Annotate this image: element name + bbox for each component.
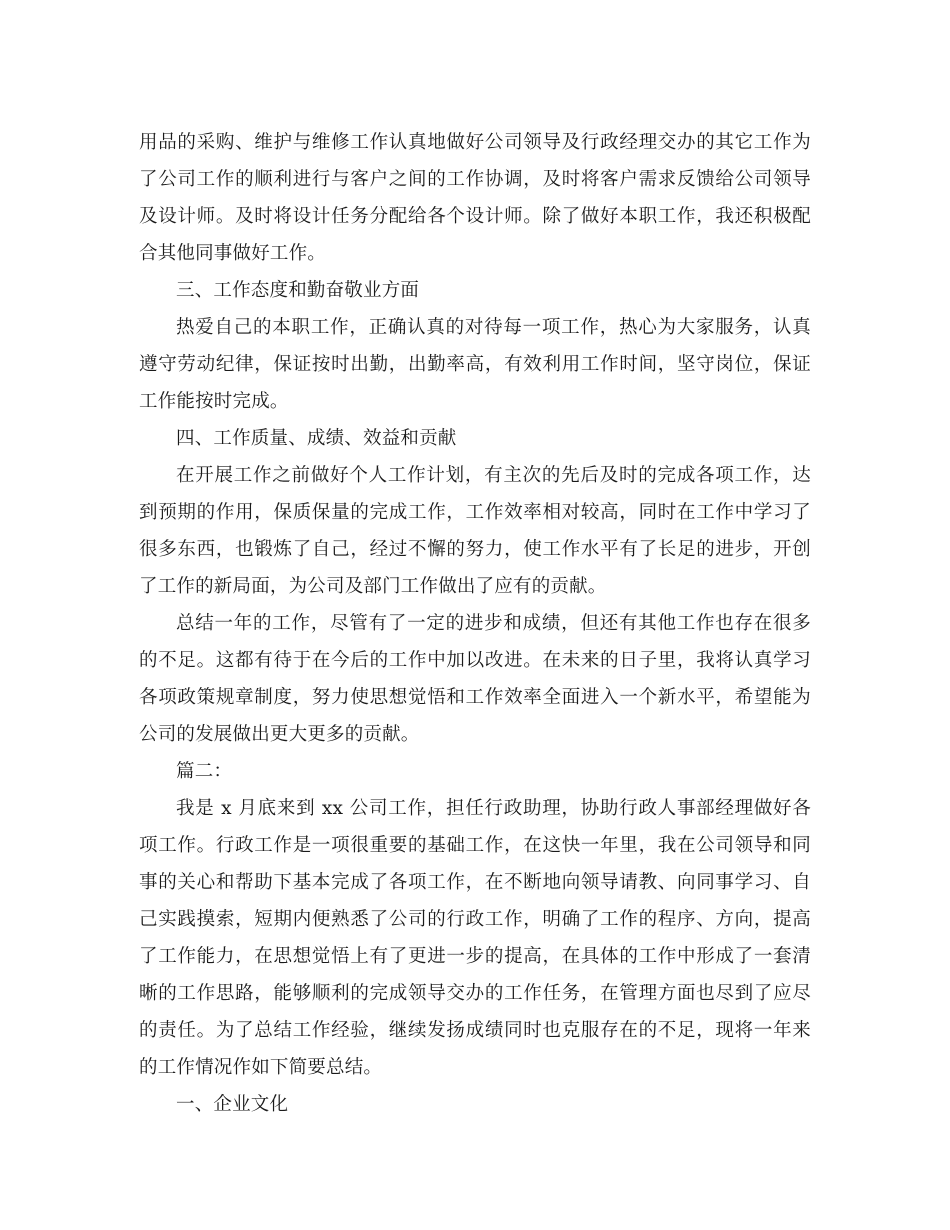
section-heading-attitude: 三、工作态度和勤奋敬业方面 xyxy=(176,280,420,301)
section-heading-part-two: 篇二： xyxy=(176,761,233,782)
paragraph-year-summary: 总结一年的工作，尽管有了一定的进步和成绩，但还有其他工作也存在很多的不足。这都有待于在今后的工作中加以改进。在未来的日子里，我将认真学习各项政策规章制度，努力使思想觉悟和工作效率全面进入一个新水平，希望能为公司的发展做出更大更多的贡献。 xyxy=(139,613,811,745)
paragraph-attitude: 热爱自己的本职工作，正确认真的对待每一项工作，热心为大家服务，认真遵守劳动纪律，保证按时出勤，出勤率高，有效利用工作时间，坚守岗位，保证工作能按时完成。 xyxy=(139,317,811,412)
paragraph-quality: 在开展工作之前做好个人工作计划，有主次的先后及时的完成各项工作，达到预期的作用，保质保量的完成工作，工作效率相对较高，同时在工作中学习了很多东西，也锻炼了自己，经过不懈的努力，使工作水平有了长足的进步，开创了工作的新局面，为公司及部门工作做出了应有的贡献。 xyxy=(139,465,811,597)
section-heading-corporate-culture: 一、企业文化 xyxy=(176,1094,289,1115)
paragraph-introduction: 我是 x 月底来到 xx 公司工作，担任行政助理，协助行政人事部经理做好各项工作。行政工作是一项很重要的基础工作，在这快一年里，我在公司领导和同事的关心和帮助下基本完成了各项工作，在不断地向领导请教、向同事学习、自己实践摸索，短期内便熟悉了公司的行政工作，明确了工作的程序、方向，提高了工作能力，在思想觉悟上有了更进一步的提高，在具体的工作中形成了一套清晰的工作思路，能够顺利的完成领导交办的工作任务，在管理方面也尽到了应尽的责任。为了总结工作经验，继续发扬成绩同时也克服存在的不足，现将一年来的工作情况作如下简要总结。 xyxy=(139,798,811,1078)
document-body xyxy=(139,124,811,1123)
paragraph-continued-duties: 用品的采购、维护与维修工作认真地做好公司领导及行政经理交办的其它工作为了公司工作的顺利进行与客户之间的工作协调，及时将客户需求反馈给公司领导及设计师。及时将设计任务分配给各个设计师。除了做好本职工作，我还积极配合其他同事做好工作。 xyxy=(139,132,811,264)
section-heading-quality: 四、工作质量、成绩、效益和贡献 xyxy=(176,428,457,449)
